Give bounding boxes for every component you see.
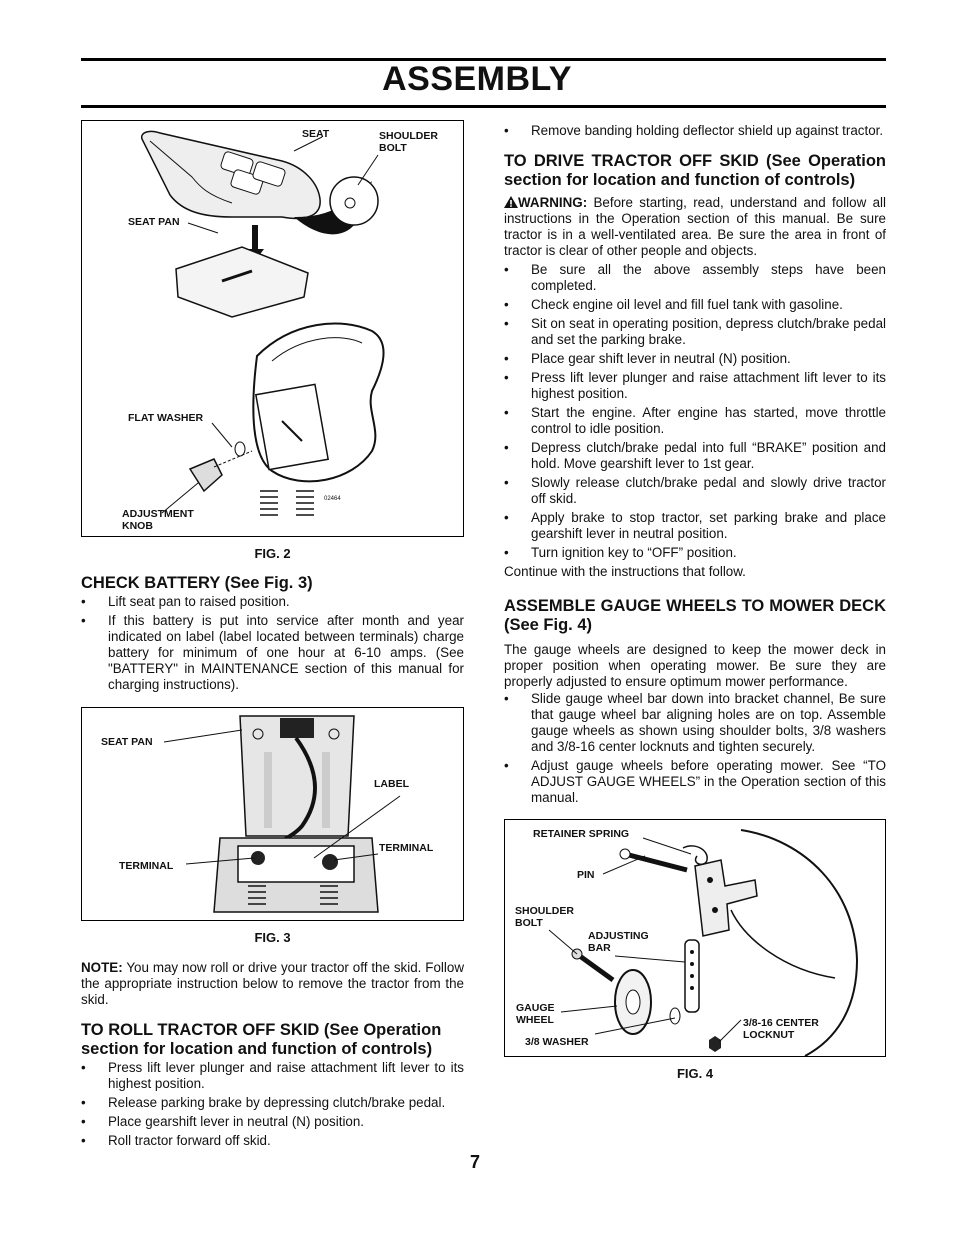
fig2-box <box>81 120 464 537</box>
list-item: • Slide gauge wheel bar down into bracket channel, Be sure that gauge wheel bar aligning holes are on top. Assemble gauge wheels as shown using shoulder bolts, 3/8 washers and 3/8-16 center locknuts and tighten securely. <box>504 691 886 755</box>
fig3-label-terminal-right: TERMINAL <box>379 842 434 854</box>
fig4-caption: FIG. 4 <box>676 1066 714 1081</box>
list-item: • Roll tractor forward off skid. <box>81 1133 464 1149</box>
fig4-label-retainer-spring: RETAINER SPRING <box>533 828 630 840</box>
fig4-drawing <box>505 820 885 1056</box>
fig2-drawing <box>82 121 463 536</box>
fig2-label-seat-pan: SEAT PAN <box>128 216 180 228</box>
page-number: 7 <box>470 1152 481 1172</box>
list-item: • Apply brake to stop tractor, set parking brake and place gearshift lever in neutral position. <box>504 510 886 542</box>
gauge-list <box>504 691 886 806</box>
fig4-label-pin: PIN <box>577 869 595 881</box>
check-battery-heading: CHECK BATTERY (See Fig. 3) <box>81 574 313 592</box>
page-title: ASSEMBLY <box>382 60 572 98</box>
warning-text: Before starting, read, understand and follow all instructions in the Operation section of this manual. Be sure tractor is in a well-ventilated area. Be sure the area in front of tractor is clear of other people and objects. <box>504 195 886 258</box>
list-item: • Adjust gauge wheels before operating mower. See “TO ADJUST GAUGE WHEELS” in the Operation section of this manual. <box>504 758 886 806</box>
list-item: • Remove banding holding deflector shield up against tractor. <box>504 123 886 139</box>
list-item: • Lift seat pan to raised position. <box>81 594 464 610</box>
fig4-label-adjusting-bar: ADJUSTING BAR <box>588 930 649 954</box>
drive-off-list <box>504 262 886 561</box>
gauge-intro: The gauge wheels are designed to keep the mower deck in proper position when operating mower. Be sure they are properly adjusted to ensure optimum mower performance. <box>504 642 886 689</box>
fig2-part-number: 02464 <box>324 496 341 502</box>
drive-off-heading: TO DRIVE TRACTOR OFF SKID (See Operation section for location and function of controls) <box>504 152 886 189</box>
fig4-box <box>504 819 886 1057</box>
fig2-label-shoulder-bolt: SHOULDER BOLT <box>379 130 438 154</box>
note-label: NOTE: <box>81 960 123 975</box>
fig3-label-seat-pan: SEAT PAN <box>101 736 153 748</box>
left-column <box>81 120 464 1152</box>
list-item: • Turn ignition key to “OFF” position. <box>504 545 886 561</box>
fig4-label-locknut: 3/8-16 CENTER LOCKNUT <box>743 1017 819 1041</box>
fig2-caption: FIG. 2 <box>254 546 291 561</box>
list-item: • Check engine oil level and fill fuel tank with gasoline. <box>504 297 886 313</box>
list-item: • Press lift lever plunger and raise attachment lift lever to its highest position. <box>81 1060 464 1092</box>
list-item: • Slowly release clutch/brake pedal and slowly drive tractor off skid. <box>504 475 886 507</box>
list-item: • Be sure all the above assembly steps have been completed. <box>504 262 886 294</box>
fig3-label-terminal-left: TERMINAL <box>119 860 174 872</box>
warning-icon <box>504 196 518 208</box>
list-item: • Start the engine. After engine has started, move throttle control to idle position. <box>504 405 886 437</box>
list-item: • If this battery is put into service after month and year indicated on label (label located between terminals) charge battery for minimum of one hour at 6-10 amps. (See "BATTERY" in MAINTENANCE section of this manual for charging instructions). <box>81 613 464 693</box>
list-item: • Place gearshift lever in neutral (N) position. <box>81 1114 464 1130</box>
note-text: You may now roll or drive your tractor off the skid. Follow the appropriate instruction below to remove the tractor from the skid. <box>81 960 464 1007</box>
roll-off-heading: TO ROLL TRACTOR OFF SKID (See Operation section for location and function of controls) <box>81 1021 442 1058</box>
fig4-label-gauge-wheel: GAUGE WHEEL <box>516 1002 555 1026</box>
list-item: • Press lift lever plunger and raise attachment lift lever to its highest position. <box>504 370 886 402</box>
warning-label: WARNING: <box>518 195 588 210</box>
list-item: • Release parking brake by depressing clutch/brake pedal. <box>81 1095 464 1111</box>
fig3-label-label: LABEL <box>374 778 409 790</box>
right-column <box>504 123 886 1082</box>
fig3-box <box>81 707 464 921</box>
fig2-label-adjustment-knob: ADJUSTMENT KNOB <box>122 508 194 532</box>
fig2-label-seat: SEAT <box>302 128 330 140</box>
warning-paragraph <box>504 195 886 259</box>
fig3-caption: FIG. 3 <box>254 930 291 945</box>
list-item: • Depress clutch/brake pedal into full “BRAKE” position and hold. Move gearshift lever to 1st gear. <box>504 440 886 472</box>
list-item: • Place gear shift lever in neutral (N) position. <box>504 351 886 367</box>
fig2-label-flat-washer: FLAT WASHER <box>128 412 204 424</box>
list-item: • Sit on seat in operating position, depress clutch/brake pedal and set the parking brake. <box>504 316 886 348</box>
top-list <box>504 123 886 139</box>
gauge-heading: ASSEMBLE GAUGE WHEELS TO MOWER DECK (See Fig. 4) <box>504 597 886 634</box>
title-rule <box>81 105 886 108</box>
note-paragraph <box>81 960 464 1008</box>
fig4-label-shoulder-bolt: SHOULDER BOLT <box>515 905 574 929</box>
check-battery-list <box>81 594 464 693</box>
roll-off-list <box>81 1060 464 1149</box>
continue-text: Continue with the instructions that follow. <box>504 564 746 579</box>
fig4-label-washer: 3/8 WASHER <box>525 1036 589 1048</box>
